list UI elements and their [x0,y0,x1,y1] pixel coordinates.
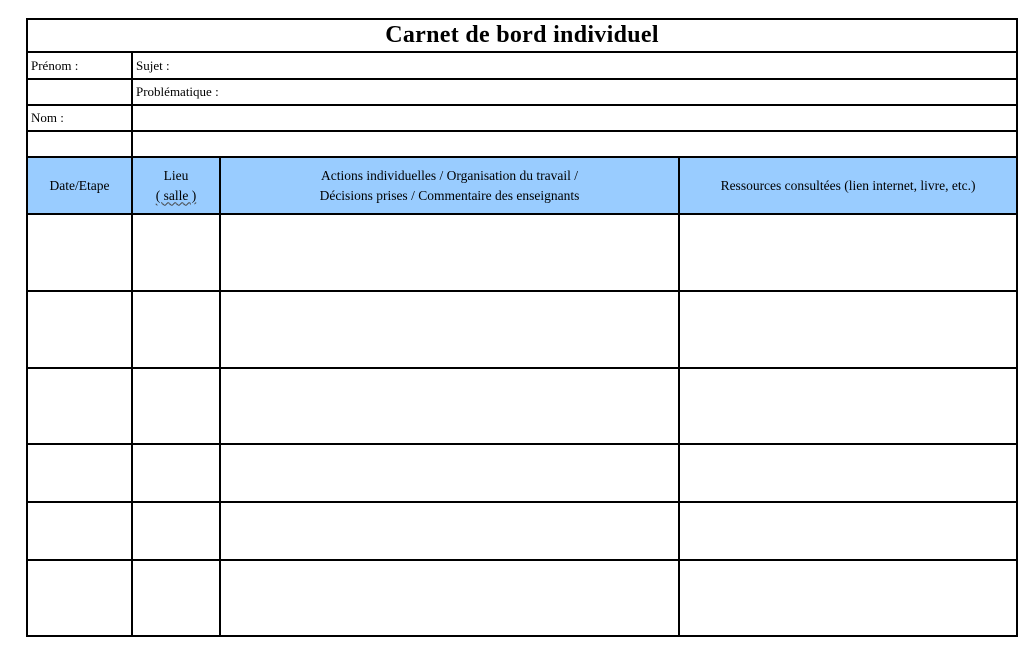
actions-cell[interactable] [220,214,679,291]
table-row [27,444,1017,502]
lieu-cell[interactable] [132,502,220,560]
prenom-value-cell[interactable] [27,79,132,105]
column-header-lieu [132,157,220,214]
table-row [27,368,1017,444]
ressources-cell[interactable] [679,291,1017,368]
title-row [27,19,1017,52]
lieu-cell[interactable] [132,368,220,444]
actions-cell[interactable] [220,444,679,502]
extra-info-cell[interactable] [132,131,1017,157]
lieu-cell[interactable] [132,214,220,291]
lieu-cell[interactable] [132,444,220,502]
date-cell[interactable] [27,368,132,444]
date-cell[interactable] [27,291,132,368]
lieu-header-line1: Lieu [163,167,189,183]
problematique-continuation-cell[interactable] [132,105,1017,131]
actions-header-line1: Actions individuelles / Organisation du travail / [321,167,578,183]
nom-label: Nom : [27,105,132,131]
sujet-field[interactable]: Sujet : [132,52,1017,79]
prenom-label: Prénom : [27,52,132,79]
table-row [27,560,1017,636]
table-row [27,502,1017,560]
column-header-ressources: Ressources consultées (lien internet, livre, etc.) [679,157,1017,214]
actions-header-line2: Décisions prises / Commentaire des enseignants [319,187,580,203]
nom-row [27,105,1017,131]
ressources-cell[interactable] [679,368,1017,444]
ressources-cell[interactable] [679,214,1017,291]
date-cell[interactable] [27,560,132,636]
date-cell[interactable] [27,502,132,560]
page-title: Carnet de bord individuel [27,19,1017,52]
nom-value-cell[interactable] [27,131,132,157]
actions-cell[interactable] [220,560,679,636]
problematique-field[interactable]: Problématique : [132,79,1017,105]
ressources-cell[interactable] [679,444,1017,502]
column-header-row [27,157,1017,214]
actions-cell[interactable] [220,502,679,560]
prenom-sujet-row [27,52,1017,79]
logbook-table [26,18,1018,637]
lieu-cell[interactable] [132,291,220,368]
ressources-cell[interactable] [679,502,1017,560]
table-row [27,291,1017,368]
table-row [27,214,1017,291]
column-header-actions [220,157,679,214]
ressources-cell[interactable] [679,560,1017,636]
date-cell[interactable] [27,444,132,502]
actions-cell[interactable] [220,291,679,368]
lieu-cell[interactable] [132,560,220,636]
column-header-date: Date/Etape [27,157,132,214]
logbook-sheet [26,18,1018,637]
problematique-row [27,79,1017,105]
actions-cell[interactable] [220,368,679,444]
date-cell[interactable] [27,214,132,291]
nom-value-row [27,131,1017,157]
lieu-header-line2: ( salle ) [155,187,197,203]
